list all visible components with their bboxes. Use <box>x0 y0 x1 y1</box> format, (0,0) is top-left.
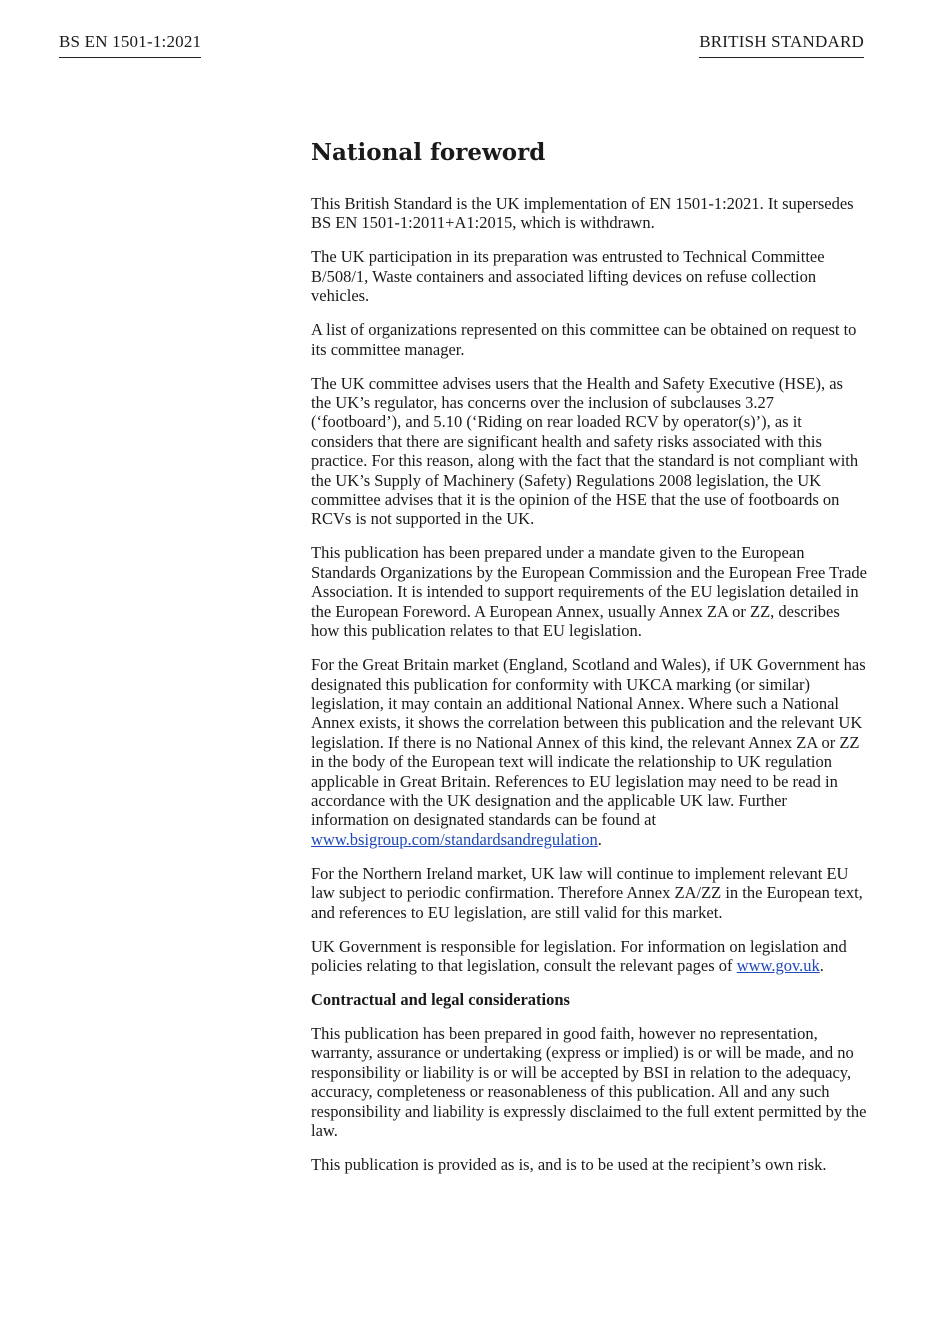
bsigroup-link[interactable]: www.bsigroup.com/standardsandregulation <box>311 829 598 849</box>
paragraph-great-britain-text: For the Great Britain market (England, Scotland and Wales), if UK Government has designated this publication for conformity with UKCA marking (or similar) legislation, it may contain an additional National Annex. Where such a National Annex exists, it shows the correlation between this publication and the relevant UK legislation. If there is no National Annex of this kind, the relevant Annex ZA or ZZ in the body of the European text will indicate the relationship to UK regulation applicable in Great Britain. References to EU legislation may need to be read in accordance with the UK designation and the applicable UK law. Further information on designated standards can be found at <box>311 655 866 830</box>
paragraph-northern-ireland: For the Northern Ireland market, UK law will continue to implement relevant EU law subject to periodic confirmation. Therefore Annex ZA/ZZ in the European text, and references to EU legislation, are still valid for this market. <box>311 863 863 922</box>
paragraph-committee: The UK participation in its preparation was entrusted to Technical Committee B/508/1, Waste containers and associated lifting devices on refuse collection vehicles. <box>311 247 825 306</box>
gov-uk-link[interactable]: www.gov.uk <box>736 955 820 975</box>
paragraph-as-is: This publication is provided as is, and is to be used at the recipient’s own risk. <box>311 1155 827 1174</box>
paragraph-mandate: This publication has been prepared under a mandate given to the European Standards Organizations by the European Commission and the European Free Trade Association. It is intended to support requirements of the EU legislation detailed in the European Foreword. A European Annex, usually Annex ZA or ZZ, describes how this publication relates to that EU legislation. <box>311 543 868 641</box>
paragraph-good-faith: This publication has been prepared in good faith, however no representation, warranty, assurance or undertaking (express or implied) is or will be made, and no responsibility or liability is or will be accepted by BSI in relation to the adequacy, accuracy, completeness or reasonableness of this publication. All and any such responsibility and liability is expressly disclaimed to the full extent permitted by the law. <box>311 1023 867 1140</box>
paragraph-organizations: A list of organizations represented on this committee can be obtained on request to its committee manager. <box>311 320 857 359</box>
paragraph-hse-advice: The UK committee advises users that the Health and Safety Executive (HSE), as the UK’s regulator, has concerns over the inclusion of subclauses 3.27 (‘footboard’), and 5.10 (‘Riding on rear loaded RCV by operator(s)’), as it considers that there are significant health and safety risks associated with this practice. For this reason, along with the fact that the standard is not compliant with the UK’s Supply of Machinery (Safety) Regulations 2008 legislation, the UK committee advises that it is the opinion of the HSE that the use of footboards on RCVs is not supported in the UK. <box>311 373 859 529</box>
paragraph-implementation: This British Standard is the UK implementation of EN 1501-1:2021. It supersedes BS EN 1501-1:2011+A1:2015, which is withdrawn. <box>311 194 854 233</box>
paragraph-great-britain <box>311 655 867 849</box>
foreword-body <box>311 138 867 1189</box>
paragraph-uk-government <box>311 937 867 976</box>
paragraph-uk-government-end: . <box>819 955 824 975</box>
section-heading-contractual: Contractual and legal considerations <box>311 989 570 1009</box>
page-title: National foreword <box>311 139 546 166</box>
paragraph-great-britain-end: . <box>597 829 602 849</box>
standard-number: BS EN 1501-1:2021 <box>59 32 201 58</box>
standard-series-label: BRITISH STANDARD <box>699 32 864 58</box>
paragraph-uk-government-text: UK Government is responsible for legislation. For information on legislation and policies relating to that legislation, consult the relevant pages of <box>311 936 847 975</box>
